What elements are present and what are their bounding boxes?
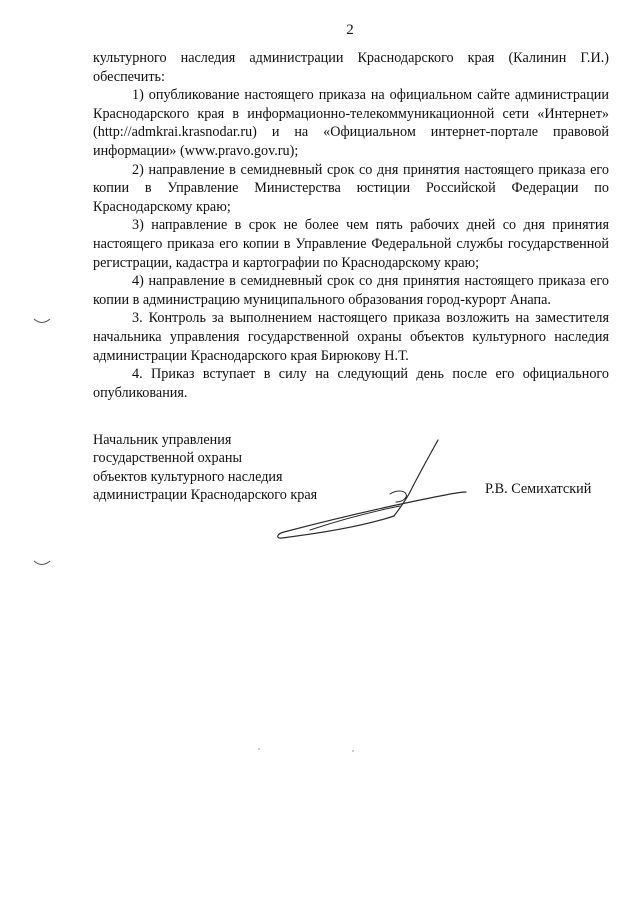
handwritten-signature [270,436,470,548]
paragraph-clause-4: 4. Приказ вступает в силу на следующий день после его официального опубликования. [93,366,609,401]
page-number: 2 [346,22,354,38]
paragraph-item-4: 4) направление в семидневный срок со дня принятия настоящего приказа его копии в администрацию муниципального образования город-курорт Анапа. [93,273,609,308]
paragraph-intro: культурного наследия администрации Краснодарского края (Калинин Г.И.) обеспечить: [93,50,609,85]
paragraph-item-1: 1) опубликование настоящего приказа на официальном сайте администрации Краснодарского края в информационно-телекоммуникационной сети «Интернет» (http://admkrai.krasnodar.ru) и на «Официальном интернет-портале правовой информации» (www.pravo.gov.ru); [93,87,609,159]
punch-hole-mark [33,560,51,568]
scan-speck [258,748,260,750]
signatory-position-line: объектов культурного наследия [93,468,283,485]
paragraph-item-3: 3) направление в срок не более чем пять рабочих дней со дня принятия настоящего приказа его копии в Управление Федеральной службы государственной регистрации, кадастра и картографии по Краснодарскому краю; [93,217,609,271]
punch-hole-mark [33,318,51,326]
signatory-position-line: Начальник управления [93,432,232,448]
signatory-position-line: государственной охраны [93,450,243,467]
paragraph-item-2: 2) направление в семидневный срок со дня принятия настоящего приказа его копии в Управление Министерства юстиции Российской Федерации по Краснодарскому краю; [93,161,609,215]
document-body [93,49,609,402]
signatory-name: Р.В. Семихатский [485,481,592,497]
signatory-position-line: администрации Краснодарского края [93,487,318,504]
paragraph-clause-3: 3. Контроль за выполнением настоящего приказа возложить на заместителя начальника управления государственной охраны объектов культурного наследия администрации Краснодарского края Бирюкову Н.Т. [93,310,609,364]
scan-speck [352,750,354,752]
